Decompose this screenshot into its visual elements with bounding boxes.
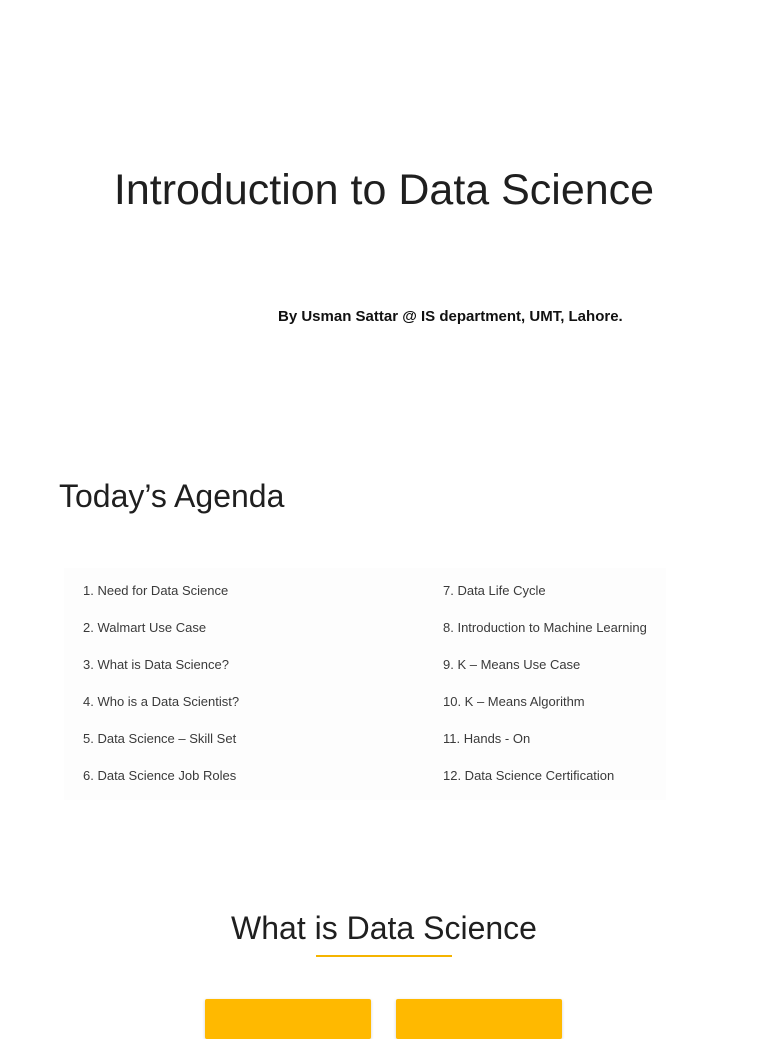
yellow-card-left bbox=[205, 999, 371, 1039]
agenda-item: 7. Data Life Cycle bbox=[443, 583, 546, 598]
yellow-card-right bbox=[396, 999, 562, 1039]
agenda-item: 4. Who is a Data Scientist? bbox=[83, 694, 240, 709]
author-byline: By Usman Sattar @ IS department, UMT, Lahore. bbox=[278, 308, 623, 325]
agenda-panel bbox=[64, 568, 666, 800]
agenda-item: 8. Introduction to Machine Learning bbox=[443, 620, 647, 635]
agenda-item: 10. K – Means Algorithm bbox=[443, 694, 585, 709]
what-is-data-science-slide bbox=[0, 880, 768, 1024]
agenda-list-left bbox=[83, 582, 239, 804]
agenda-item: 12. Data Science Certification bbox=[443, 768, 615, 783]
section-title: What is Data Science bbox=[231, 910, 537, 946]
agenda-item: 11. Hands - On bbox=[443, 731, 531, 746]
agenda-item: 5. Data Science – Skill Set bbox=[83, 731, 237, 746]
agenda-item: 3. What is Data Science? bbox=[83, 657, 229, 672]
agenda-title: Today’s Agenda bbox=[59, 478, 285, 514]
title-slide bbox=[0, 0, 768, 440]
title-underline bbox=[316, 955, 452, 957]
agenda-slide bbox=[0, 440, 768, 840]
agenda-item: 9. K – Means Use Case bbox=[443, 657, 581, 672]
agenda-list-right bbox=[443, 582, 647, 804]
agenda-item: 1. Need for Data Science bbox=[83, 583, 229, 598]
agenda-item: 2. Walmart Use Case bbox=[83, 620, 207, 635]
presentation-title: Introduction to Data Science bbox=[113, 166, 655, 214]
agenda-item: 6. Data Science Job Roles bbox=[83, 768, 237, 783]
